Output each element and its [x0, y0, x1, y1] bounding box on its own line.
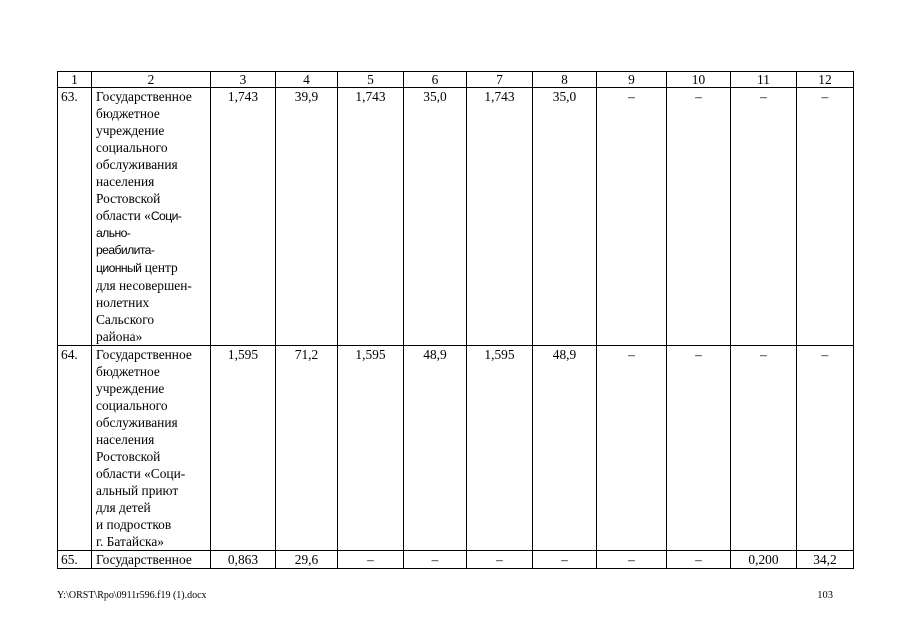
- value-cell-col-9: –: [597, 346, 667, 551]
- data-table: [57, 71, 854, 569]
- table-row: [58, 88, 854, 346]
- column-header-8: 8: [533, 72, 597, 88]
- value-cell-col-8: –: [533, 551, 597, 569]
- value-cell-col-8: 35,0: [533, 88, 597, 346]
- institution-name-line: Государственное: [96, 89, 192, 104]
- value-cell-col-12: –: [797, 346, 854, 551]
- footer-file-path: Y:\ORST\Rpo\0911r596.f19 (1).docx: [57, 590, 207, 601]
- institution-name-line: Государственное: [96, 347, 192, 362]
- column-header-4: 4: [276, 72, 338, 88]
- institution-name-line: альный приют: [96, 483, 179, 498]
- table-body: [58, 72, 854, 569]
- column-header-9: 9: [597, 72, 667, 88]
- institution-name-line: обслуживания: [96, 157, 178, 172]
- value-cell-col-4: 29,6: [276, 551, 338, 569]
- institution-name-line: для несовершен-: [96, 278, 192, 293]
- value-cell-col-11: –: [731, 346, 797, 551]
- institution-name-line: учреждение: [96, 381, 165, 396]
- institution-name-line: [96, 259, 207, 277]
- table-row: [58, 346, 854, 551]
- value-cell-col-10: –: [667, 346, 731, 551]
- value-cell-col-5: –: [338, 551, 404, 569]
- institution-name-line: социального: [96, 140, 168, 155]
- row-number: 65.: [58, 551, 92, 569]
- column-header-10: 10: [667, 72, 731, 88]
- row-number: 63.: [58, 88, 92, 346]
- value-cell-col-10: –: [667, 88, 731, 346]
- institution-name-line: социального: [96, 398, 168, 413]
- value-cell-col-11: 0,200: [731, 551, 797, 569]
- column-header-11: 11: [731, 72, 797, 88]
- value-cell-col-4: 39,9: [276, 88, 338, 346]
- table-header-row: [58, 72, 854, 88]
- column-header-2: 2: [92, 72, 211, 88]
- value-cell-col-3: 1,743: [211, 88, 276, 346]
- value-cell-col-9: –: [597, 551, 667, 569]
- column-header-3: 3: [211, 72, 276, 88]
- value-cell-col-12: 34,2: [797, 551, 854, 569]
- institution-name-line: ально-: [96, 226, 131, 240]
- institution-name: [92, 346, 211, 551]
- value-cell-col-11: –: [731, 88, 797, 346]
- value-cell-col-7: –: [467, 551, 533, 569]
- institution-name-line: нолетних: [96, 295, 150, 310]
- name-line-serif-part: центр: [141, 260, 178, 275]
- column-header-7: 7: [467, 72, 533, 88]
- institution-name-line: [96, 207, 207, 225]
- value-cell-col-9: –: [597, 88, 667, 346]
- column-header-12: 12: [797, 72, 854, 88]
- institution-name-line: г. Батайска»: [96, 534, 164, 549]
- column-header-6: 6: [404, 72, 467, 88]
- name-line-sans-part: ционный: [96, 261, 142, 275]
- value-cell-col-8: 48,9: [533, 346, 597, 551]
- value-cell-col-10: –: [667, 551, 731, 569]
- institution-name-line: области «Соци-: [96, 466, 186, 481]
- footer-page-number: 103: [817, 590, 833, 601]
- institution-name-line: населения: [96, 174, 155, 189]
- institution-name-line: обслуживания: [96, 415, 178, 430]
- institution-name-line: учреждение: [96, 123, 165, 138]
- value-cell-col-6: 35,0: [404, 88, 467, 346]
- column-header-1: 1: [58, 72, 92, 88]
- value-cell-col-7: 1,743: [467, 88, 533, 346]
- institution-name-line: реабилита-: [96, 243, 155, 257]
- institution-name-line: для детей: [96, 500, 151, 515]
- value-cell-col-3: 1,595: [211, 346, 276, 551]
- value-cell-col-5: 1,595: [338, 346, 404, 551]
- institution-name: [92, 551, 211, 569]
- institution-name: [92, 88, 211, 346]
- institution-name-line: Ростовской: [96, 191, 161, 206]
- column-header-5: 5: [338, 72, 404, 88]
- value-cell-col-6: –: [404, 551, 467, 569]
- value-cell-col-5: 1,743: [338, 88, 404, 346]
- value-cell-col-4: 71,2: [276, 346, 338, 551]
- institution-name-line: населения: [96, 432, 155, 447]
- name-line-serif-part: области «: [96, 208, 151, 223]
- institution-name-line: бюджетное: [96, 106, 160, 121]
- value-cell-col-3: 0,863: [211, 551, 276, 569]
- institution-name-line: Сальского: [96, 312, 155, 327]
- value-cell-col-7: 1,595: [467, 346, 533, 551]
- institution-name-line: бюджетное: [96, 364, 160, 379]
- institution-name-line: Ростовской: [96, 449, 161, 464]
- institution-name-line: Государственное: [96, 552, 192, 567]
- row-number: 64.: [58, 346, 92, 551]
- name-line-sans-part: Соци-: [150, 209, 182, 223]
- table-row: [58, 551, 854, 569]
- institution-name-line: и подростков: [96, 517, 172, 532]
- institution-name-line: района»: [96, 329, 143, 344]
- value-cell-col-12: –: [797, 88, 854, 346]
- value-cell-col-6: 48,9: [404, 346, 467, 551]
